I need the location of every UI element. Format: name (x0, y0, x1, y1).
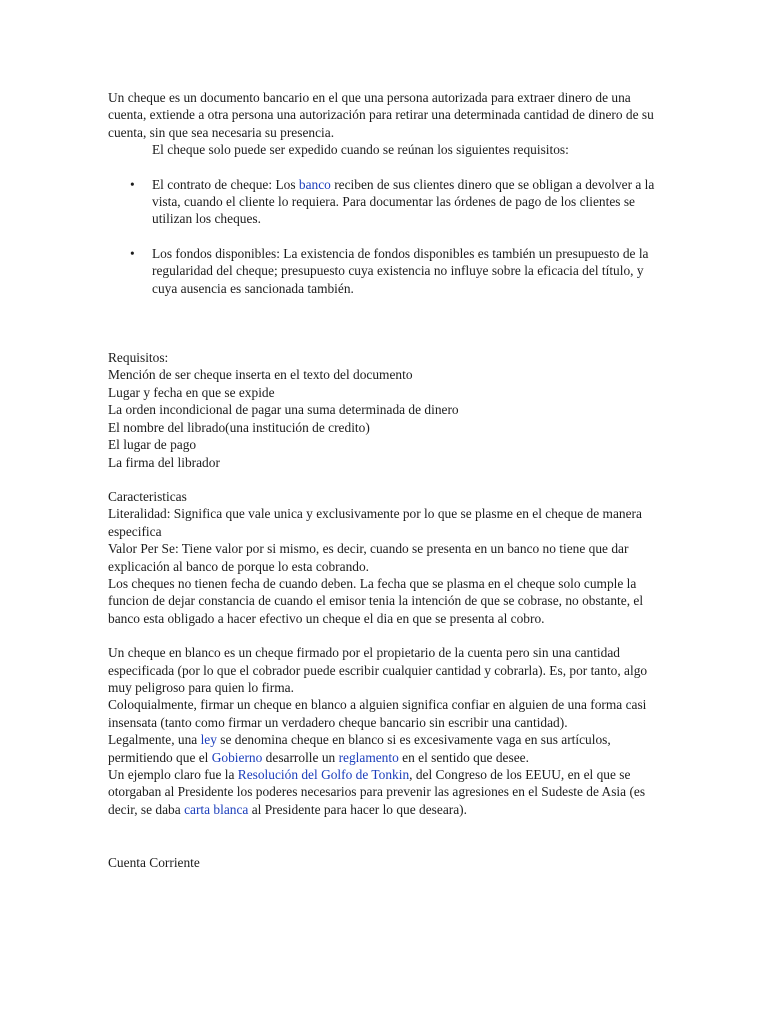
requisitos-heading: Requisitos: (108, 350, 169, 366)
intro-paragraph: Un cheque es un documento bancario en el que una persona autorizada para extraer dinero de una cuenta, extiende a otra persona una autorización para retirar una determinada cantidad de dinero de su cuenta, sin que sea necesaria su presencia. (108, 90, 654, 140)
requisitos-item: Mención de ser cheque inserta en el texto del documento (108, 367, 413, 383)
intro-requirements-lead: El cheque solo puede ser expedido cuando se reúnan los siguientes requisitos: (152, 142, 569, 158)
requisitos-item: El lugar de pago (108, 437, 197, 453)
bullet-text: Los fondos disponibles: La existencia de fondos disponibles es también un presupuesto de la regularidad del cheque; presupuesto cuya existencia no influye sobre la eficacia del título, y cuya ausencia es sancionada también. (152, 245, 649, 296)
caracteristicas-item: Los cheques no tienen fecha de cuando deben. La fecha que se plasma en el cheque solo cumple la funcion de dejar constancia de cuando el emisor tenia la intención de que se cobrase, no obstante, el banco esta obligado a hacer efectivo un cheque el dia en que se presenta al cobro. (108, 575, 644, 626)
text-run: Legalmente, una (108, 732, 201, 748)
text-run: desarrolle un (262, 749, 339, 765)
ejemplo-paragraph (108, 766, 668, 818)
bullet-item-fondos (108, 245, 668, 297)
requisitos-item: La firma del librador (108, 454, 220, 470)
text-run: se denomina cheque en blanco si es excesivamente vaga en sus artículos, permitiendo que el (108, 732, 611, 765)
text-run: en el sentido que desee. (398, 749, 529, 765)
text-run: , del Congreso de los EEUU, en el que se otorgaban al Presidente los poderes necesarios para prevenir las agresiones en el Sudeste de Asia (es decir, se daba (108, 767, 646, 817)
link-carta-blanca[interactable]: carta blanca (184, 801, 249, 817)
document-page (108, 89, 668, 872)
caracteristicas-item: Literalidad: Significa que vale unica y exclusivamente por lo que se plasme en el cheque de manera especifica (108, 506, 642, 539)
cheque-blanco-paragraph: Un cheque en blanco es un cheque firmado por el propietario de la cuenta pero sin una cantidad especificada (por lo que el cobrador puede escribir cualquier cantidad y cobrarla). Es, por tanto, algo muy peligroso para quien lo firma. (108, 645, 648, 695)
legal-paragraph (108, 731, 668, 766)
requisitos-item: El nombre del librado(una institución de credito) (108, 419, 370, 435)
bullet-text: reciben de sus clientes dinero que se obligan a devolver a la vista, cuando el cliente lo requiera. Para documentar las órdenes de pago de los clientes se utilizan los cheques. (152, 176, 655, 227)
bullet-dot-icon: • (130, 245, 135, 261)
requirements-bullet-list (108, 176, 668, 297)
requisitos-item: Lugar y fecha en que se expide (108, 384, 275, 400)
requisitos-item: La orden incondicional de pagar una suma determinada de dinero (108, 402, 459, 418)
bullet-item-contrato (108, 176, 668, 228)
text-run: Un ejemplo claro fue la (108, 767, 238, 782)
link-ley[interactable]: ley (200, 732, 217, 748)
coloquial-paragraph: Coloquialmente, firmar un cheque en blanco a alguien significa confiar en alguien de una forma casi insensata (tanto como firmar un verdadero cheque bancario sin escribir una cantidad). (108, 697, 647, 730)
link-reglamento[interactable]: reglamento (338, 749, 399, 765)
bullet-text: El contrato de cheque: Los (152, 176, 299, 192)
text-run: al Presidente para hacer lo que deseara). (248, 801, 467, 817)
cuenta-corriente-heading: Cuenta Corriente (108, 855, 200, 871)
caracteristicas-item: Valor Per Se: Tiene valor por si mismo, es decir, cuando se presenta en un banco no tiene que dar explicación al banco de porque lo esta cobrando. (108, 541, 629, 574)
link-resolucion-golfo-tonkin[interactable]: Resolución del Golfo de Tonkin (237, 767, 410, 782)
link-banco[interactable]: banco (298, 176, 331, 192)
link-gobierno[interactable]: Gobierno (211, 749, 263, 765)
caracteristicas-heading: Caracteristicas (108, 488, 187, 504)
bullet-dot-icon: • (130, 176, 135, 192)
